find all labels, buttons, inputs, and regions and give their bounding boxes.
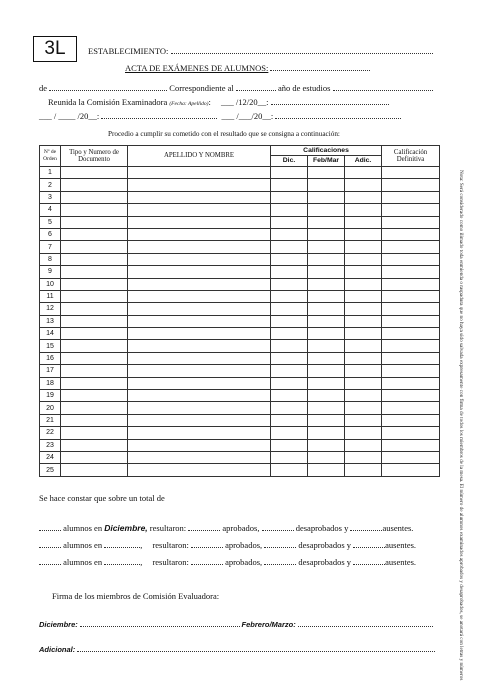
table-cell[interactable] bbox=[345, 216, 382, 228]
table-cell[interactable] bbox=[271, 253, 308, 265]
table-cell[interactable] bbox=[308, 315, 345, 327]
col-dic: Dic. bbox=[271, 156, 308, 167]
table-row bbox=[40, 390, 440, 402]
table-cell[interactable] bbox=[61, 365, 128, 377]
table-cell[interactable] bbox=[271, 191, 308, 203]
table-cell[interactable] bbox=[271, 204, 308, 216]
summary-intro: Se hace constar que sobre un total de bbox=[39, 493, 165, 503]
desaprobados-label: desaprobados y bbox=[298, 540, 352, 550]
table-cell[interactable] bbox=[345, 414, 382, 426]
table-cell[interactable] bbox=[128, 228, 271, 240]
table-cell[interactable] bbox=[382, 179, 440, 191]
row-number: 19 bbox=[40, 390, 61, 402]
table-cell[interactable] bbox=[128, 303, 271, 315]
table-cell[interactable] bbox=[271, 340, 308, 352]
table-cell[interactable] bbox=[128, 365, 271, 377]
table-cell[interactable] bbox=[271, 266, 308, 278]
table-row bbox=[40, 414, 440, 426]
grades-table bbox=[39, 145, 440, 477]
table-cell[interactable] bbox=[128, 315, 271, 327]
row-number: 14 bbox=[40, 328, 61, 340]
table-cell[interactable] bbox=[128, 167, 271, 179]
table-cell[interactable] bbox=[128, 439, 271, 451]
table-cell[interactable] bbox=[345, 204, 382, 216]
table-cell[interactable] bbox=[308, 328, 345, 340]
table-cell[interactable] bbox=[382, 352, 440, 364]
table-cell[interactable] bbox=[345, 402, 382, 414]
table-cell[interactable] bbox=[61, 451, 128, 463]
table-cell[interactable] bbox=[382, 464, 440, 476]
diciembre-label: Diciembre: bbox=[39, 620, 78, 629]
resultaron-label: resultaron: bbox=[149, 523, 187, 533]
table-row bbox=[40, 241, 440, 253]
table-cell[interactable] bbox=[271, 303, 308, 315]
table-cell[interactable] bbox=[345, 253, 382, 265]
table-row bbox=[40, 266, 440, 278]
row-number: 21 bbox=[40, 414, 61, 426]
table-cell[interactable] bbox=[345, 439, 382, 451]
month3-field[interactable] bbox=[104, 556, 140, 565]
desaprob3-field[interactable] bbox=[264, 556, 296, 565]
table-row bbox=[40, 377, 440, 389]
table-cell[interactable] bbox=[61, 352, 128, 364]
table-cell[interactable] bbox=[128, 451, 271, 463]
apellido1-field[interactable] bbox=[271, 96, 389, 105]
table-cell[interactable] bbox=[382, 377, 440, 389]
table-cell[interactable] bbox=[128, 464, 271, 476]
table-cell[interactable] bbox=[271, 315, 308, 327]
firmas-title: Firma de los miembros de Comisión Evaluadora: bbox=[52, 591, 220, 601]
fecha-apellido-hint: (Fecha: Apellido) bbox=[169, 101, 209, 107]
table-cell[interactable] bbox=[382, 191, 440, 203]
ausentes2-field[interactable] bbox=[353, 539, 385, 548]
table-cell[interactable] bbox=[271, 167, 308, 179]
table-cell[interactable] bbox=[345, 365, 382, 377]
table-cell[interactable] bbox=[382, 167, 440, 179]
table-row bbox=[40, 216, 440, 228]
table-row bbox=[40, 290, 440, 302]
row-number: 13 bbox=[40, 315, 61, 327]
table-cell[interactable] bbox=[271, 464, 308, 476]
table-cell[interactable] bbox=[382, 340, 440, 352]
table-cell[interactable] bbox=[61, 340, 128, 352]
table-cell[interactable] bbox=[345, 179, 382, 191]
col-feb: Feb/Mar bbox=[308, 156, 345, 167]
table-cell[interactable] bbox=[61, 402, 128, 414]
acta-field[interactable] bbox=[270, 62, 370, 71]
table-cell[interactable] bbox=[382, 303, 440, 315]
table-cell[interactable] bbox=[128, 191, 271, 203]
table-cell[interactable] bbox=[345, 228, 382, 240]
table-cell[interactable] bbox=[345, 377, 382, 389]
table-cell[interactable] bbox=[382, 290, 440, 302]
table-cell[interactable] bbox=[128, 216, 271, 228]
table-row bbox=[40, 167, 440, 179]
table-cell[interactable] bbox=[308, 167, 345, 179]
reunida-line: Reunida la Comisión Examinadora (Fecha: Apellido): ___ /12/20__: bbox=[48, 96, 389, 107]
table-cell[interactable] bbox=[308, 352, 345, 364]
table-cell[interactable] bbox=[128, 204, 271, 216]
table-cell[interactable] bbox=[61, 390, 128, 402]
row-number: 2 bbox=[40, 179, 61, 191]
table-cell[interactable] bbox=[61, 315, 128, 327]
summary-line-1 bbox=[39, 522, 413, 533]
aprob3-field[interactable] bbox=[191, 556, 223, 565]
table-cell[interactable] bbox=[308, 402, 345, 414]
table-cell[interactable] bbox=[61, 216, 128, 228]
table-cell[interactable] bbox=[308, 278, 345, 290]
table-cell[interactable] bbox=[271, 241, 308, 253]
intro-text: Procedio a cumplir su cometido con el resultado que se consigna a continuación: bbox=[108, 130, 340, 138]
table-cell[interactable] bbox=[382, 328, 440, 340]
table-cell[interactable] bbox=[308, 253, 345, 265]
table-cell[interactable] bbox=[128, 328, 271, 340]
table-cell[interactable] bbox=[382, 427, 440, 439]
firma-adicional-field[interactable] bbox=[77, 643, 435, 652]
row-number: 12 bbox=[40, 303, 61, 315]
table-cell[interactable] bbox=[382, 402, 440, 414]
estudios-field[interactable] bbox=[333, 82, 433, 91]
table-cell[interactable] bbox=[308, 464, 345, 476]
col-calificaciones: Calificaciones bbox=[271, 146, 382, 156]
aprobados-label: aprobados, bbox=[222, 523, 260, 533]
summary-line-3: alumnos en , resultaron: aprobados, desaprobados y ausentes. bbox=[39, 556, 416, 567]
table-cell[interactable] bbox=[128, 402, 271, 414]
table-cell[interactable] bbox=[308, 427, 345, 439]
table-cell[interactable] bbox=[308, 377, 345, 389]
table-cell[interactable] bbox=[271, 427, 308, 439]
ausentes3-field[interactable] bbox=[353, 556, 385, 565]
table-cell[interactable] bbox=[128, 390, 271, 402]
col-documento: Tipo y Numero de Documento bbox=[61, 146, 128, 167]
table-cell[interactable] bbox=[128, 427, 271, 439]
ausentes-label: ausentes. bbox=[385, 540, 417, 550]
table-cell[interactable] bbox=[128, 278, 271, 290]
anio-label: año de estudios bbox=[277, 83, 331, 93]
form-code-box bbox=[33, 36, 77, 62]
table-cell[interactable] bbox=[61, 427, 128, 439]
aprobados-label: aprobados, bbox=[225, 540, 263, 550]
aprob1-field[interactable] bbox=[188, 522, 220, 531]
table-row bbox=[40, 439, 440, 451]
table-cell[interactable] bbox=[61, 414, 128, 426]
row-number: 7 bbox=[40, 241, 61, 253]
table-cell[interactable] bbox=[61, 253, 128, 265]
fecha1[interactable]: ___ /12/20__: bbox=[221, 97, 269, 107]
table-row bbox=[40, 253, 440, 265]
correspondiente-label: Correspondiente al bbox=[169, 83, 234, 93]
table-cell[interactable] bbox=[382, 228, 440, 240]
table-cell[interactable] bbox=[61, 278, 128, 290]
table-cell[interactable] bbox=[128, 266, 271, 278]
col-definitiva: Calificación Definitiva bbox=[382, 146, 440, 167]
desaprobados-label: desaprobados y bbox=[298, 557, 352, 567]
table-cell[interactable] bbox=[308, 340, 345, 352]
table-cell[interactable] bbox=[128, 253, 271, 265]
de-label: de bbox=[39, 83, 48, 93]
table-cell[interactable] bbox=[61, 464, 128, 476]
row-number: 16 bbox=[40, 352, 61, 364]
ausentes-label: ausentes. bbox=[382, 523, 414, 533]
row-number: 20 bbox=[40, 402, 61, 414]
row-number: 11 bbox=[40, 290, 61, 302]
aprobados-label: aprobados, bbox=[225, 557, 263, 567]
desaprob1-field[interactable] bbox=[262, 522, 294, 531]
acta-title-line bbox=[125, 62, 370, 73]
table-cell[interactable] bbox=[61, 179, 128, 191]
table-cell[interactable] bbox=[128, 179, 271, 191]
table-cell[interactable] bbox=[271, 290, 308, 302]
total2-field[interactable] bbox=[39, 539, 61, 548]
reunida-label: Reunida la Comisión Examinadora bbox=[48, 97, 168, 107]
table-cell[interactable] bbox=[345, 451, 382, 463]
table-cell[interactable] bbox=[382, 451, 440, 463]
table-cell[interactable] bbox=[271, 352, 308, 364]
table-row bbox=[40, 204, 440, 216]
table-cell[interactable] bbox=[308, 228, 345, 240]
table-cell[interactable] bbox=[308, 451, 345, 463]
adicional-label: Adicional: bbox=[39, 645, 76, 654]
row-number: 6 bbox=[40, 228, 61, 240]
row-number: 1 bbox=[40, 167, 61, 179]
table-cell[interactable] bbox=[61, 439, 128, 451]
table-cell[interactable] bbox=[345, 390, 382, 402]
firma-febrero-field[interactable] bbox=[298, 618, 433, 627]
table-cell[interactable] bbox=[271, 414, 308, 426]
acta-title: ACTA DE EXÁMENES DE ALUMNOS: bbox=[125, 63, 269, 73]
ausentes1-field[interactable] bbox=[350, 522, 382, 531]
table-cell[interactable] bbox=[382, 315, 440, 327]
table-cell[interactable] bbox=[308, 216, 345, 228]
col-adic: Adic. bbox=[345, 156, 382, 167]
table-cell[interactable] bbox=[271, 228, 308, 240]
table-cell[interactable] bbox=[345, 191, 382, 203]
table-cell[interactable] bbox=[61, 204, 128, 216]
table-cell[interactable] bbox=[382, 253, 440, 265]
month2-field[interactable] bbox=[104, 539, 140, 548]
correspondiente-line bbox=[39, 82, 433, 93]
table-cell[interactable] bbox=[345, 328, 382, 340]
table-cell[interactable] bbox=[128, 377, 271, 389]
table-cell[interactable] bbox=[271, 439, 308, 451]
de-field[interactable] bbox=[49, 82, 167, 91]
table-row bbox=[40, 464, 440, 476]
table-row bbox=[40, 451, 440, 463]
side-note: Nota: Será considerado como ilimado toda enmienda o raspadura que no haya sido salvada expresamente con firma de todos los miembros de la mesa. El número de alumnos examinados aprobados y desaprobados, se anotará con letras y números bbox=[458, 170, 464, 681]
table-cell[interactable] bbox=[308, 390, 345, 402]
table-cell[interactable] bbox=[382, 266, 440, 278]
row-number: 10 bbox=[40, 278, 61, 290]
table-cell[interactable] bbox=[271, 216, 308, 228]
resultaron-label: resultaron: bbox=[152, 557, 189, 567]
table-cell[interactable] bbox=[308, 204, 345, 216]
table-cell[interactable] bbox=[271, 402, 308, 414]
table-cell[interactable] bbox=[382, 365, 440, 377]
table-row bbox=[40, 352, 440, 364]
table-cell[interactable] bbox=[308, 266, 345, 278]
table-cell[interactable] bbox=[128, 241, 271, 253]
table-cell[interactable] bbox=[61, 377, 128, 389]
table-cell[interactable] bbox=[308, 290, 345, 302]
table-cell[interactable] bbox=[345, 266, 382, 278]
table-cell[interactable] bbox=[308, 414, 345, 426]
row-number: 18 bbox=[40, 377, 61, 389]
table-cell[interactable] bbox=[345, 352, 382, 364]
row-number: 25 bbox=[40, 464, 61, 476]
ausentes-label: ausentes. bbox=[385, 557, 417, 567]
table-cell[interactable] bbox=[308, 439, 345, 451]
total1-field[interactable] bbox=[39, 522, 61, 531]
apellido2-field[interactable] bbox=[101, 110, 217, 119]
table-cell[interactable] bbox=[61, 290, 128, 302]
table-cell[interactable] bbox=[61, 191, 128, 203]
desaprobados-label: desaprobados y bbox=[295, 523, 349, 533]
table-cell[interactable] bbox=[271, 328, 308, 340]
alumnos-en-label: alumnos en bbox=[63, 557, 103, 567]
row-number: 23 bbox=[40, 439, 61, 451]
table-cell[interactable] bbox=[61, 266, 128, 278]
row-number: 5 bbox=[40, 216, 61, 228]
table-cell[interactable] bbox=[271, 365, 308, 377]
table-cell[interactable] bbox=[61, 167, 128, 179]
table-row bbox=[40, 179, 440, 191]
table-cell[interactable] bbox=[61, 303, 128, 315]
table-row bbox=[40, 427, 440, 439]
table-cell[interactable] bbox=[382, 390, 440, 402]
row-number: 22 bbox=[40, 427, 61, 439]
firma-line-1 bbox=[39, 618, 433, 629]
month-diciembre: Diciembre, bbox=[104, 523, 148, 533]
row-number: 3 bbox=[40, 191, 61, 203]
table-cell[interactable] bbox=[128, 340, 271, 352]
establecimiento-label: ESTABLECIMIENTO: bbox=[88, 46, 169, 56]
table-row bbox=[40, 340, 440, 352]
row-number: 17 bbox=[40, 365, 61, 377]
table-row bbox=[40, 328, 440, 340]
fecha-line-2 bbox=[39, 110, 401, 121]
table-cell[interactable] bbox=[382, 414, 440, 426]
table-cell[interactable] bbox=[308, 179, 345, 191]
table-cell[interactable] bbox=[271, 278, 308, 290]
table-cell[interactable] bbox=[61, 228, 128, 240]
table-cell[interactable] bbox=[345, 241, 382, 253]
form-code: 3L bbox=[44, 38, 66, 59]
table-cell[interactable] bbox=[271, 390, 308, 402]
table-cell[interactable] bbox=[345, 290, 382, 302]
table-cell[interactable] bbox=[128, 352, 271, 364]
table-cell[interactable] bbox=[382, 204, 440, 216]
table-row bbox=[40, 365, 440, 377]
table-cell[interactable] bbox=[271, 451, 308, 463]
summary-line-2: alumnos en , resultaron: aprobados, desaprobados y ausentes. bbox=[39, 539, 416, 550]
col-nombre: APELLIDO Y NOMBRE bbox=[128, 146, 271, 167]
table-row bbox=[40, 402, 440, 414]
table-cell[interactable] bbox=[308, 191, 345, 203]
table-cell[interactable] bbox=[271, 179, 308, 191]
table-cell[interactable] bbox=[382, 278, 440, 290]
table-cell[interactable] bbox=[345, 278, 382, 290]
alumnos-en-label: alumnos en bbox=[63, 540, 103, 550]
table-cell[interactable] bbox=[271, 377, 308, 389]
desaprob2-field[interactable] bbox=[264, 539, 296, 548]
table-cell[interactable] bbox=[128, 290, 271, 302]
resultaron-label: resultaron: bbox=[152, 540, 189, 550]
fecha3[interactable]: ___ /___/20__: bbox=[221, 111, 274, 121]
aprob2-field[interactable] bbox=[191, 539, 223, 548]
table-cell[interactable] bbox=[61, 328, 128, 340]
row-number: 24 bbox=[40, 451, 61, 463]
table-row bbox=[40, 191, 440, 203]
table-cell[interactable] bbox=[382, 216, 440, 228]
firma-diciembre-field[interactable] bbox=[80, 618, 240, 627]
row-number: 9 bbox=[40, 266, 61, 278]
table-cell[interactable] bbox=[382, 241, 440, 253]
table-cell[interactable] bbox=[308, 365, 345, 377]
row-number: 8 bbox=[40, 253, 61, 265]
febrero-label: Febrero/Marzo: bbox=[241, 620, 296, 629]
table-cell[interactable] bbox=[345, 464, 382, 476]
table-cell[interactable] bbox=[345, 303, 382, 315]
table-cell[interactable] bbox=[128, 414, 271, 426]
total3-field[interactable] bbox=[39, 556, 61, 565]
table-cell[interactable] bbox=[308, 241, 345, 253]
fecha2[interactable]: ___ / ____ /20__: bbox=[39, 111, 100, 121]
anio-field[interactable] bbox=[236, 82, 276, 91]
col-orden: Nº de Orden bbox=[40, 146, 61, 167]
table-row bbox=[40, 303, 440, 315]
row-number: 4 bbox=[40, 204, 61, 216]
table-cell[interactable] bbox=[382, 439, 440, 451]
establecimiento-line[interactable] bbox=[88, 45, 433, 56]
table-cell[interactable] bbox=[345, 427, 382, 439]
row-number: 15 bbox=[40, 340, 61, 352]
table-cell[interactable] bbox=[345, 167, 382, 179]
table-row bbox=[40, 315, 440, 327]
table-cell[interactable] bbox=[345, 315, 382, 327]
table-cell[interactable] bbox=[308, 303, 345, 315]
table-cell[interactable] bbox=[345, 340, 382, 352]
alumnos-en-label: alumnos en bbox=[63, 523, 103, 533]
table-row bbox=[40, 228, 440, 240]
apellido3-field[interactable] bbox=[275, 110, 401, 119]
establecimiento-field[interactable] bbox=[171, 45, 433, 54]
table-row bbox=[40, 278, 440, 290]
table-cell[interactable] bbox=[61, 241, 128, 253]
firma-line-2 bbox=[39, 643, 435, 654]
